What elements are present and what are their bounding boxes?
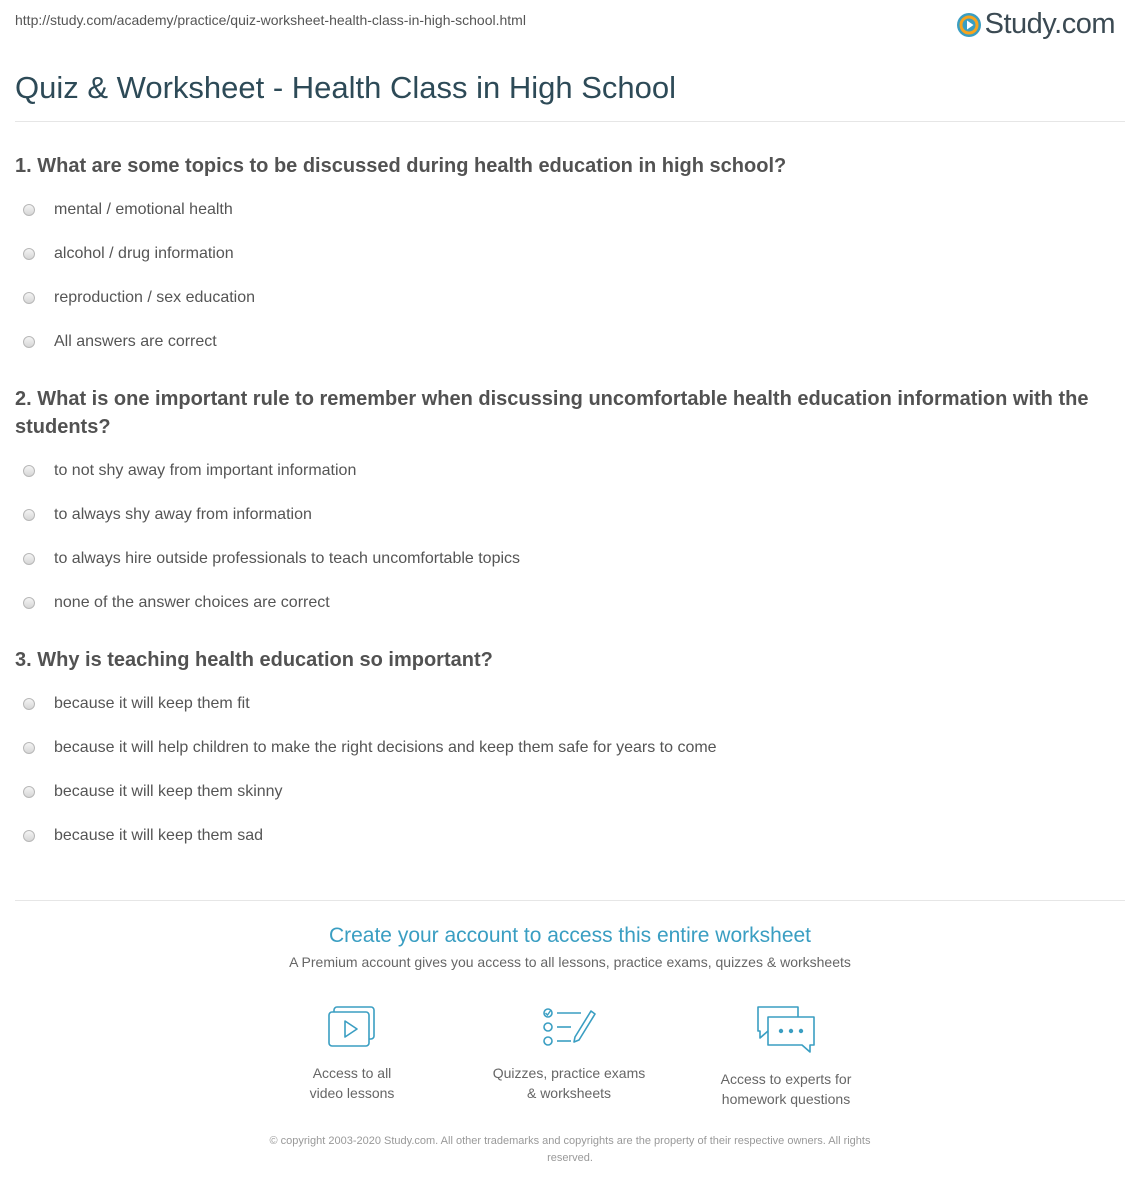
quiz-checklist-icon bbox=[541, 1005, 597, 1049]
answer-option[interactable] bbox=[15, 195, 1125, 225]
cta-title[interactable]: Create your account to access this entire worksheet bbox=[328, 924, 812, 947]
answer-label: mental / emotional health bbox=[54, 201, 233, 218]
answer-options bbox=[15, 195, 1125, 357]
answer-options bbox=[15, 456, 1125, 618]
radio-icon[interactable] bbox=[23, 336, 35, 348]
question-list bbox=[15, 152, 1125, 879]
radio-icon[interactable] bbox=[23, 786, 35, 798]
answer-label: to always shy away from information bbox=[54, 506, 312, 523]
title-divider bbox=[15, 121, 1125, 122]
radio-icon[interactable] bbox=[23, 204, 35, 216]
answer-label: to always hire outside professionals to teach uncomfortable topics bbox=[54, 550, 521, 567]
answer-options bbox=[15, 689, 1125, 851]
answer-label: to not shy away from important information bbox=[54, 462, 357, 479]
radio-icon[interactable] bbox=[23, 742, 35, 754]
answer-option[interactable] bbox=[15, 733, 1125, 763]
answer-option[interactable] bbox=[15, 689, 1125, 719]
radio-icon[interactable] bbox=[23, 830, 35, 842]
answer-option[interactable] bbox=[15, 821, 1125, 851]
answer-option[interactable] bbox=[15, 588, 1125, 618]
top-bar bbox=[0, 0, 1140, 50]
feature-label-line: Quizzes, practice exams bbox=[492, 1065, 646, 1081]
question-text: 2. What is one important rule to remember when discussing uncomfortable health education information with the students? bbox=[15, 388, 1089, 438]
question-text: 3. Why is teaching health education so important? bbox=[15, 649, 493, 671]
question-text: 1. What are some topics to be discussed during health education in high school? bbox=[15, 155, 787, 177]
radio-icon[interactable] bbox=[23, 292, 35, 304]
question-1 bbox=[15, 152, 1125, 357]
feature-label bbox=[469, 1063, 669, 1103]
answer-label: because it will keep them sad bbox=[54, 827, 263, 844]
radio-icon[interactable] bbox=[23, 465, 35, 477]
video-lessons-icon bbox=[327, 1005, 377, 1049]
question-2 bbox=[15, 385, 1125, 618]
feature-label-line: video lessons bbox=[309, 1085, 395, 1101]
play-circle-icon bbox=[956, 12, 982, 38]
cta-subtitle: A Premium account gives you access to all lessons, practice exams, quizzes & worksheets bbox=[289, 954, 851, 970]
feature-label bbox=[252, 1063, 452, 1103]
chat-bubbles-icon bbox=[754, 1005, 818, 1055]
radio-icon[interactable] bbox=[23, 698, 35, 710]
answer-label: because it will help children to make the right decisions and keep them safe for years to come bbox=[54, 739, 717, 756]
answer-label: none of the answer choices are correct bbox=[54, 594, 330, 611]
answer-label: reproduction / sex education bbox=[54, 289, 256, 306]
page-title: Quiz & Worksheet - Health Class in High School bbox=[15, 70, 677, 105]
cta-divider bbox=[15, 900, 1125, 901]
radio-icon[interactable] bbox=[23, 248, 35, 260]
answer-option[interactable] bbox=[15, 544, 1125, 574]
answer-label: because it will keep them skinny bbox=[54, 783, 283, 800]
feature-experts bbox=[686, 1005, 886, 1109]
feature-label-line: Access to all bbox=[312, 1065, 392, 1081]
answer-option[interactable] bbox=[15, 777, 1125, 807]
feature-label bbox=[686, 1069, 886, 1109]
answer-option[interactable] bbox=[15, 500, 1125, 530]
answer-label: alcohol / drug information bbox=[54, 245, 234, 262]
answer-option[interactable] bbox=[15, 456, 1125, 486]
answer-option[interactable] bbox=[15, 327, 1125, 357]
answer-option[interactable] bbox=[15, 239, 1125, 269]
feature-label-line: homework questions bbox=[721, 1091, 851, 1107]
answer-option[interactable] bbox=[15, 283, 1125, 313]
question-3 bbox=[15, 646, 1125, 851]
feature-video-lessons bbox=[252, 1005, 452, 1103]
feature-quizzes bbox=[469, 1005, 669, 1103]
answer-label: because it will keep them fit bbox=[54, 695, 250, 712]
feature-label-line: & worksheets bbox=[526, 1085, 612, 1101]
study-logo[interactable] bbox=[956, 8, 1115, 41]
copyright-line: © copyright 2003-2020 Study.com. All other trademarks and copyrights are the property of their respective owners. All rights bbox=[269, 1135, 871, 1147]
answer-label: All answers are correct bbox=[54, 333, 217, 350]
logo-text: Study.com bbox=[984, 8, 1115, 40]
radio-icon[interactable] bbox=[23, 509, 35, 521]
radio-icon[interactable] bbox=[23, 553, 35, 565]
copyright-line: reserved. bbox=[547, 1152, 593, 1164]
copyright-notice bbox=[0, 1133, 1140, 1167]
page-url[interactable]: http://study.com/academy/practice/quiz-worksheet-health-class-in-high-school.html bbox=[15, 12, 526, 28]
feature-label-line: Access to experts for bbox=[720, 1071, 852, 1087]
radio-icon[interactable] bbox=[23, 597, 35, 609]
